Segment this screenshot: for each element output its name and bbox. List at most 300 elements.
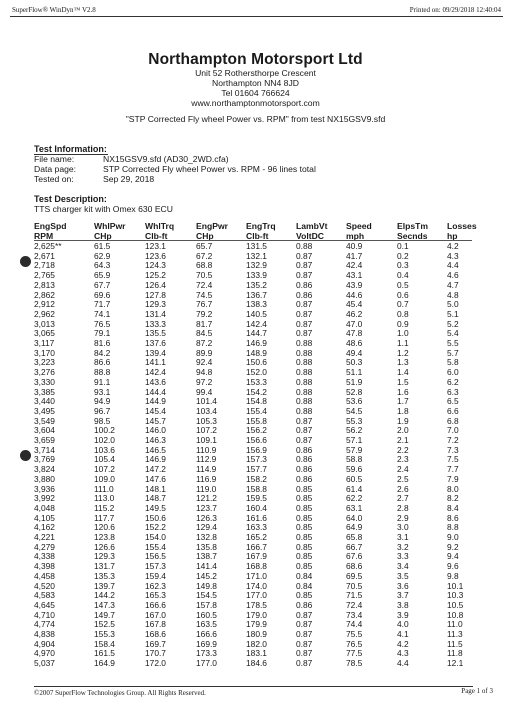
table-cell: 2.5 (397, 473, 409, 484)
table-cell: 0.88 (296, 241, 313, 251)
table-cell: 142.4 (145, 367, 166, 378)
table-cell: 3,992 (34, 493, 55, 504)
table-cell: 146.3 (145, 435, 166, 445)
table-cell: 11.0 (447, 619, 463, 630)
table-cell: 0.85 (296, 512, 313, 523)
table-cell: 117.7 (94, 512, 115, 523)
table-cell: 180.9 (246, 629, 267, 639)
data-page-value: STP Corrected Fly wheel Power vs. RPM - 96 lines total (103, 164, 316, 174)
table-cell: 7.9 (447, 473, 459, 484)
table-cell: 4.3 (397, 648, 409, 659)
address-line-1: Unit 52 Rothersthorpe Crescent (195, 68, 316, 78)
table-cell: 75.5 (346, 629, 363, 639)
table-cell: 149.5 (145, 502, 166, 513)
table-cell: 88.8 (94, 367, 111, 378)
column-header: EngPwr CHp (196, 221, 228, 241)
table-cell: 121.2 (196, 493, 217, 504)
table-cell: 132.8 (196, 532, 217, 542)
table-cell: 132.1 (246, 250, 267, 261)
table-cell: 136.7 (246, 289, 267, 300)
table-cell: 132.9 (246, 260, 267, 271)
table-cell: 123.1 (145, 241, 166, 251)
table-cell: 1.1 (397, 338, 409, 348)
table-cell: 0.86 (296, 444, 313, 455)
table-cell: 177.0 (246, 590, 267, 601)
table-cell: 79.2 (196, 308, 213, 319)
table-cell: 3,714 (34, 444, 55, 455)
table-cell: 0.4 (397, 270, 409, 281)
table-row (0, 252, 511, 261)
table-cell: 5.4 (447, 328, 459, 339)
phone: Tel 01604 766624 (221, 88, 290, 98)
table-cell: 155.4 (145, 541, 166, 552)
table-cell: 155.8 (246, 415, 267, 426)
table-row (0, 407, 511, 416)
table-row (0, 368, 511, 377)
punch-hole (20, 256, 31, 267)
table-cell: 135.2 (246, 279, 267, 290)
table-cell: 71.7 (94, 299, 111, 310)
table-cell: 61.5 (94, 241, 111, 251)
table-cell: 0.7 (397, 299, 409, 310)
table-cell: 148.9 (246, 347, 267, 358)
table-cell: 3.4 (397, 561, 409, 572)
table-cell: 3,659 (34, 435, 55, 445)
table-cell: 9.0 (447, 532, 459, 542)
table-cell: 0.87 (296, 250, 313, 261)
table-cell: 145.2 (196, 570, 217, 581)
table-cell: 1.0 (397, 328, 409, 339)
table-cell: 59.6 (346, 464, 363, 475)
table-cell: 3,385 (34, 386, 55, 397)
website: www.northamptonmotorsport.com (191, 98, 320, 108)
table-row (0, 572, 511, 581)
table-row (0, 611, 511, 620)
table-row (0, 601, 511, 610)
table-cell: 0.86 (296, 279, 313, 290)
table-cell: 0.88 (296, 386, 313, 397)
table-cell: 131.4 (145, 308, 166, 319)
table-cell: 0.5 (397, 279, 409, 290)
table-cell: 5.1 (447, 308, 459, 319)
table-cell: 0.1 (397, 241, 409, 251)
table-row (0, 582, 511, 591)
table-cell: 3,117 (34, 338, 55, 348)
table-cell: 2,912 (34, 299, 55, 310)
table-row (0, 504, 511, 513)
table-cell: 0.87 (296, 619, 313, 630)
table-cell: 3.9 (397, 609, 409, 620)
table-cell: 164.9 (94, 658, 115, 669)
table-cell: 11.5 (447, 638, 463, 649)
table-row (0, 552, 511, 561)
table-cell: 98.5 (94, 415, 111, 426)
table-cell: 3,880 (34, 473, 55, 484)
table-cell: 2,718 (34, 260, 55, 271)
table-cell: 0.87 (296, 260, 313, 271)
table-cell: 150.6 (145, 512, 166, 523)
table-cell: 1.8 (397, 405, 409, 416)
table-cell: 46.2 (346, 308, 363, 319)
table-cell: 2.9 (397, 512, 409, 523)
table-cell: 4,048 (34, 502, 55, 513)
table-cell: 144.7 (246, 328, 267, 339)
column-header: LambVt VoltDC (296, 221, 328, 241)
table-cell: 119.0 (196, 483, 217, 494)
table-cell: 62.9 (94, 250, 111, 261)
table-cell: 68.8 (196, 260, 213, 271)
table-cell: 2.0 (397, 425, 409, 436)
table-cell: 43.1 (346, 270, 363, 281)
table-cell: 110.9 (196, 444, 217, 455)
table-cell: 113.0 (94, 493, 115, 504)
table-cell: 12.1 (447, 658, 464, 669)
table-cell: 161.5 (94, 648, 115, 659)
table-cell: 5.0 (447, 299, 459, 310)
table-cell: 10.8 (447, 609, 464, 620)
table-cell: 70.5 (346, 580, 363, 591)
table-cell: 1.3 (397, 357, 409, 368)
table-cell: 4.7 (447, 279, 459, 290)
table-row (0, 455, 511, 464)
table-cell: 4.2 (447, 241, 459, 251)
table-cell: 6.2 (447, 376, 459, 387)
table-row (0, 649, 511, 658)
table-cell: 123.8 (94, 532, 115, 542)
table-cell: 7.2 (447, 435, 459, 445)
table-cell: 67.6 (346, 551, 363, 562)
table-cell: 2.8 (397, 502, 409, 513)
table-cell: 148.1 (145, 483, 166, 494)
table-cell: 9.6 (447, 561, 459, 572)
table-cell: 67.7 (94, 279, 111, 290)
table-cell: 4,520 (34, 580, 55, 591)
table-cell: 7.7 (447, 464, 459, 475)
table-cell: 4.2 (397, 638, 409, 649)
table-cell: 145.7 (145, 415, 166, 426)
table-cell: 3,824 (34, 464, 55, 475)
table-cell: 147.3 (94, 599, 115, 610)
table-row (0, 320, 511, 329)
table-cell: 0.85 (296, 532, 313, 542)
table-row (0, 329, 511, 338)
table-cell: 174.0 (246, 580, 267, 591)
printed-on: Printed on: 09/29/2018 12:40:04 (409, 6, 501, 14)
data-page-label: Data page: (34, 164, 77, 174)
table-cell: 50.3 (346, 357, 363, 368)
table-row (0, 271, 511, 280)
table-cell: 0.88 (296, 367, 313, 378)
table-cell: 5.8 (447, 357, 459, 368)
table-cell: 129.4 (196, 522, 217, 533)
table-cell: 81.7 (196, 318, 213, 329)
table-cell: 167.9 (246, 551, 267, 562)
column-header: ElpsTm Secnds (397, 221, 429, 241)
table-cell: 135.3 (94, 570, 115, 581)
table-cell: 93.1 (94, 386, 111, 397)
table-cell: 61.4 (346, 483, 363, 494)
table-cell: 4,838 (34, 629, 55, 639)
table-cell: 131.7 (94, 561, 115, 572)
table-cell: 4,458 (34, 570, 55, 581)
table-row (0, 242, 511, 251)
table-cell: 146.0 (145, 425, 166, 436)
table-cell: 11.8 (447, 648, 463, 659)
column-header: Speed mph (346, 221, 372, 241)
table-cell: 79.1 (94, 328, 111, 339)
table-cell: 156.5 (145, 551, 166, 562)
table-row (0, 378, 511, 387)
table-cell: 120.6 (94, 522, 115, 533)
table-cell: 0.87 (296, 270, 313, 281)
tested-on-value: Sep 29, 2018 (103, 174, 155, 184)
table-cell: 0.86 (296, 473, 313, 484)
table-cell: 4,645 (34, 599, 55, 610)
table-cell: 64.9 (346, 522, 363, 533)
table-cell: 10.3 (447, 590, 464, 601)
table-cell: 3.0 (397, 522, 409, 533)
table-cell: 4,970 (34, 648, 55, 659)
table-cell: 103.4 (196, 405, 217, 416)
table-cell: 149.7 (94, 609, 115, 620)
table-cell: 10.1 (447, 580, 464, 591)
table-cell: 2.1 (397, 435, 409, 445)
table-cell: 163.5 (196, 619, 217, 630)
table-cell: 3,276 (34, 367, 55, 378)
table-cell: 6.8 (447, 415, 459, 426)
table-cell: 0.88 (296, 376, 313, 387)
file-name-value: NX15GSV9.sfd (AD30_2WD.cfa) (103, 154, 229, 164)
table-cell: 144.9 (145, 396, 166, 407)
table-cell: 137.6 (145, 338, 166, 348)
table-cell: 84.2 (94, 347, 111, 358)
table-cell: 47.0 (346, 318, 363, 329)
table-cell: 42.4 (346, 260, 363, 271)
table-cell: 105.4 (94, 454, 115, 465)
table-cell: 0.86 (296, 454, 313, 465)
table-cell: 78.5 (346, 658, 363, 669)
table-cell: 1.5 (397, 376, 409, 387)
table-cell: 123.7 (196, 502, 217, 513)
table-cell: 165.2 (246, 532, 267, 542)
table-cell: 76.7 (196, 299, 213, 310)
table-cell: 145.4 (145, 405, 166, 416)
table-cell: 74.1 (94, 308, 111, 319)
table-cell: 172.0 (145, 658, 166, 669)
table-cell: 3.5 (397, 570, 409, 581)
table-cell: 57.1 (346, 435, 363, 445)
table-cell: 67.2 (196, 250, 213, 261)
table-cell: 97.2 (196, 376, 213, 387)
table-row (0, 281, 511, 290)
table-cell: 135.8 (196, 541, 217, 552)
table-row (0, 417, 511, 426)
table-cell: 158.2 (246, 473, 267, 484)
table-cell: 58.8 (346, 454, 363, 465)
table-cell: 49.4 (346, 347, 363, 358)
table-cell: 149.8 (196, 580, 217, 591)
table-cell: 9.8 (447, 570, 459, 581)
table-cell: 183.1 (246, 648, 267, 659)
table-cell: 3,936 (34, 483, 55, 494)
table-cell: 138.7 (196, 551, 217, 562)
table-cell: 70.5 (196, 270, 213, 281)
table-cell: 154.0 (145, 532, 166, 542)
table-row (0, 543, 511, 552)
table-cell: 68.6 (346, 561, 363, 572)
table-cell: 159.4 (145, 570, 166, 581)
table-cell: 143.6 (145, 376, 166, 387)
table-cell: 147.6 (145, 473, 166, 484)
table-cell: 56.2 (346, 425, 363, 436)
column-header: WhlPwr CHp (94, 221, 126, 241)
table-cell: 3,549 (34, 415, 55, 426)
table-cell: 161.6 (246, 512, 267, 523)
column-header: EngTrq Clb-ft (246, 221, 276, 241)
page-number: Page 1 of 3 (461, 687, 493, 695)
table-cell: 0.86 (296, 599, 313, 610)
table-cell: 111.0 (94, 483, 114, 494)
table-cell: 4,279 (34, 541, 55, 552)
table-cell: 8.2 (447, 493, 459, 504)
table-cell: 179.0 (246, 609, 267, 620)
table-cell: 0.86 (296, 464, 313, 475)
table-cell: 5,037 (34, 658, 55, 669)
table-cell: 109.0 (94, 473, 115, 484)
table-cell: 65.9 (94, 270, 111, 281)
table-cell: 101.4 (196, 396, 217, 407)
table-cell: 157.7 (246, 464, 267, 475)
table-row (0, 358, 511, 367)
table-cell: 116.9 (196, 473, 217, 484)
table-cell: 48.6 (346, 338, 363, 348)
table-row (0, 310, 511, 319)
table-cell: 45.4 (346, 299, 363, 310)
table-cell: 40.9 (346, 241, 363, 251)
table-cell: 8.6 (447, 512, 459, 523)
table-cell: 144.4 (145, 386, 166, 397)
table-cell: 1.9 (397, 415, 409, 426)
table-row (0, 300, 511, 309)
table-cell: 0.87 (296, 638, 313, 649)
table-cell: 0.84 (296, 580, 313, 591)
table-cell: 3,769 (34, 454, 55, 465)
table-cell: 3.6 (397, 580, 409, 591)
table-cell: 0.87 (296, 415, 313, 426)
table-cell: 43.9 (346, 279, 363, 290)
table-cell: 91.1 (94, 376, 111, 387)
copyright: ©2007 SuperFlow Technologies Group. All Rights Reserved. (34, 689, 206, 697)
table-cell: 99.4 (196, 386, 213, 397)
table-cell: 4,774 (34, 619, 55, 630)
table-cell: 3.1 (397, 532, 409, 542)
table-cell: 6.0 (447, 367, 459, 378)
table-cell: 86.6 (94, 357, 111, 368)
table-row (0, 349, 511, 358)
table-cell: 177.0 (196, 658, 217, 669)
table-cell: 129.3 (94, 551, 115, 562)
table-cell: 3,170 (34, 347, 55, 358)
table-cell: 105.3 (196, 415, 217, 426)
table-cell: 57.9 (346, 444, 363, 455)
table-cell: 114.9 (196, 464, 217, 475)
table-cell: 87.2 (196, 338, 213, 348)
table-cell: 154.8 (246, 396, 267, 407)
table-cell: 3,223 (34, 357, 55, 368)
table-cell: 65.8 (346, 532, 363, 542)
table-cell: 74.5 (196, 289, 213, 300)
table-cell: 5.2 (447, 318, 459, 329)
table-row (0, 659, 511, 668)
table-cell: 1.4 (397, 367, 409, 378)
table-cell: 115.2 (94, 502, 115, 513)
table-cell: 72.4 (196, 279, 213, 290)
table-row (0, 339, 511, 348)
table-cell: 0.88 (296, 338, 313, 348)
table-cell: 0.85 (296, 541, 313, 552)
table-row (0, 261, 511, 270)
table-cell: 4.8 (447, 289, 459, 300)
table-cell: 179.9 (246, 619, 267, 630)
table-cell: 11.3 (447, 629, 463, 639)
table-cell: 0.88 (296, 357, 313, 368)
table-cell: 0.85 (296, 493, 313, 504)
table-cell: 4.3 (447, 250, 459, 261)
table-cell: 182.0 (246, 638, 267, 649)
table-cell: 3.2 (397, 541, 409, 552)
table-cell: 63.1 (346, 502, 363, 513)
table-cell: 3.3 (397, 551, 409, 562)
table-cell: 5.7 (447, 347, 459, 358)
table-cell: 0.87 (296, 328, 313, 339)
table-cell: 0.87 (296, 648, 313, 659)
table-cell: 3,330 (34, 376, 55, 387)
table-cell: 65.7 (196, 241, 213, 251)
column-header: EngSpd RPM (34, 221, 67, 241)
table-cell: 55.3 (346, 415, 363, 426)
table-cell: 76.5 (94, 318, 111, 329)
table-row (0, 446, 511, 455)
table-cell: 69.5 (346, 570, 363, 581)
table-cell: 71.5 (346, 590, 363, 601)
table-cell: 64.3 (94, 260, 111, 271)
table-cell: 148.7 (145, 493, 166, 504)
table-cell: 7.0 (447, 425, 459, 436)
table-cell: 107.2 (94, 464, 115, 475)
table-cell: 94.9 (94, 396, 111, 407)
table-cell: 152.2 (145, 522, 166, 533)
table-row (0, 514, 511, 523)
table-cell: 0.87 (296, 425, 313, 436)
table-cell: 62.2 (346, 493, 363, 504)
table-cell: 167.8 (145, 619, 166, 630)
test-information-heading: Test Information: (34, 144, 107, 154)
table-cell: 73.4 (346, 609, 363, 620)
table-cell: 141.4 (196, 561, 217, 572)
table-cell: 77.5 (346, 648, 363, 659)
table-cell: 2.6 (397, 483, 409, 494)
table-cell: 146.9 (145, 454, 166, 465)
table-cell: 0.87 (296, 299, 313, 310)
header-divider (10, 16, 503, 17)
table-cell: 184.6 (246, 658, 267, 669)
table-row (0, 397, 511, 406)
table-cell: 102.0 (94, 435, 115, 445)
table-cell: 163.3 (246, 522, 267, 533)
table-cell: 2,765 (34, 270, 55, 281)
table-cell: 51.1 (346, 367, 363, 378)
table-cell: 4.4 (397, 658, 409, 669)
